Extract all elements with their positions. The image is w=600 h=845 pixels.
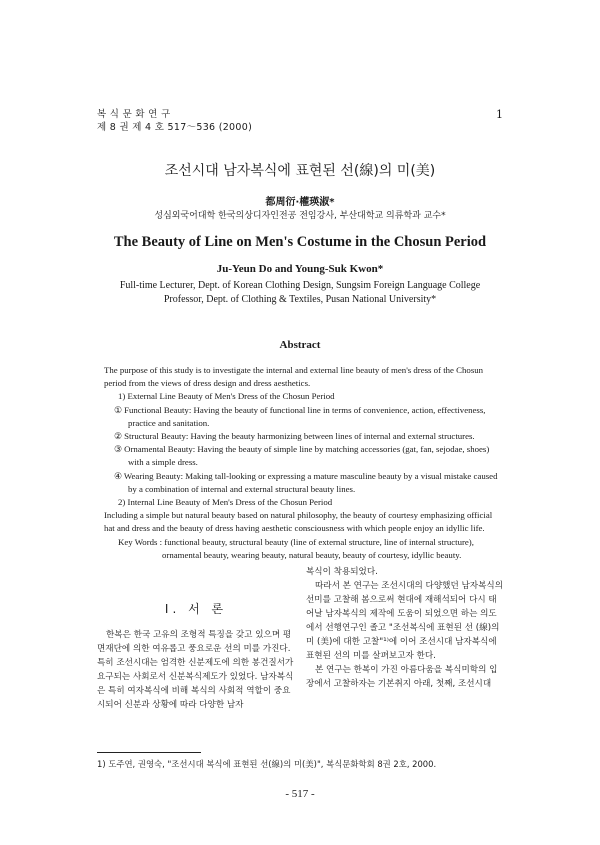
affiliation-english xyxy=(0,279,600,307)
title-korean: 조선시대 남자복식에 표현된 선(線)의 미(美) xyxy=(164,163,436,179)
abstract-paragraph: Including a simple but natural beauty based on natural philosophy, the beauty of courtesy emphasizing official hat and dress and the beauty of dress having aesthetic consciousness with which people enjoy an idyllic life. xyxy=(104,510,493,534)
section-heading: Ⅰ. 서 론 xyxy=(164,602,228,616)
abstract-subitem: ④ Wearing Beauty: Making tall-looking or expressing a mature masculine beauty by a visual mistake caused by a combination of internal and external structural beauty lines. xyxy=(114,470,498,494)
authors-english: Ju-Yeun Do and Young-Suk Kwon* xyxy=(216,263,384,275)
page-number-bottom: - 517 - xyxy=(285,788,315,800)
page-number-top: 1 xyxy=(496,108,503,121)
journal-volume: 제 8 권 제 4 호 517～536 (2000) xyxy=(97,122,253,133)
body-paragraph: 한복은 한국 고유의 조형적 특징을 갖고 있으며 평면재단에 의한 여유롭고 풍요로운 선의 미를 가진다. 특히 조선시대는 엄격한 신분제도에 의한 봉건질서가 요구되는 사회로서 신분복식제도가 있었다. 남자복식은 특히 여자복식에 비해 복식의 사회적 역할이 중요시되어 신분과 상황에 따라 다양한 남자 xyxy=(97,630,294,710)
right-column xyxy=(306,565,504,691)
keywords-line: Key Words : functional beauty, structural beauty (line of external structure, line of internal structure), xyxy=(118,536,474,547)
journal-name: 복 식 문 화 연 구 xyxy=(97,109,171,120)
body-paragraph: 따라서 본 연구는 조선시대의 다양했던 남자복식의 선미를 고찰해 봄으로써 현대에 재해석되어 다시 태어날 남자복식의 제작에 도움이 되었으면 하는 의도에서 선행연구인 졸고 "조선복식에 표현된 선 (線)의 미 (美)에 대한 고찰"¹⁾에 이어 조선시대 남자복식에 표현된 선의 미를 살펴보고자 한다. xyxy=(306,581,503,661)
authors-korean: 都周衍·權瑛淑* xyxy=(265,197,335,208)
abstract-subitem: ① Functional Beauty: Having the beauty of functional line in terms of convenience, action, effectiveness, practice and sanitation. xyxy=(114,404,486,428)
affiliation-line: Professor, Dept. of Clothing & Textiles, Pusan National University* xyxy=(163,294,437,305)
keywords-line: ornamental beauty, wearing beauty, natural beauty, beauty of courtesy, idyllic beauty. xyxy=(162,549,462,560)
abstract-body xyxy=(104,364,502,562)
footnote: 1) 도주연, 권영숙, "조선시대 복식에 표현된 선(線)의 미(美)", 복식문화학회 8권 2호, 2000. xyxy=(97,759,437,769)
footnote-divider xyxy=(97,752,201,753)
left-column xyxy=(97,602,295,712)
affiliation-korean: 성심외국어대학 한국의상디자인전공 전임강사, 부산대학교 의류학과 교수* xyxy=(154,211,446,221)
abstract-intro: The purpose of this study is to investigate the internal and external line beauty of men's dress of the Chosun period from the views of dress design and dress aesthetics. xyxy=(104,365,484,389)
abstract-heading: Abstract xyxy=(279,339,321,351)
abstract-item: 2) Internal Line Beauty of Men's Dress of the Chosun Period xyxy=(118,497,333,508)
body-paragraph: 복식이 착용되었다. xyxy=(306,567,378,577)
affiliation-line: Full-time Lecturer, Dept. of Korean Clothing Design, Sungsim Foreign Language College xyxy=(119,280,481,291)
abstract-subitem: ② Structural Beauty: Having the beauty harmonizing between lines of internal and external structures. xyxy=(114,431,475,442)
journal-info xyxy=(97,108,252,134)
abstract-item: 1) External Line Beauty of Men's Dress of the Chosun Period xyxy=(118,391,335,402)
abstract-subitem: ③ Ornamental Beauty: Having the beauty of simple line by matching accessories (gat, fan, sejodae, shoes) with a simple dress. xyxy=(114,444,490,468)
body-paragraph: 본 연구는 한복이 가진 아름다움을 복식미학의 입장에서 고찰하자는 기본취지 아래, 첫째, 조선시대 xyxy=(306,665,498,689)
title-english: The Beauty of Line on Men's Costume in the Chosun Period xyxy=(113,234,487,250)
